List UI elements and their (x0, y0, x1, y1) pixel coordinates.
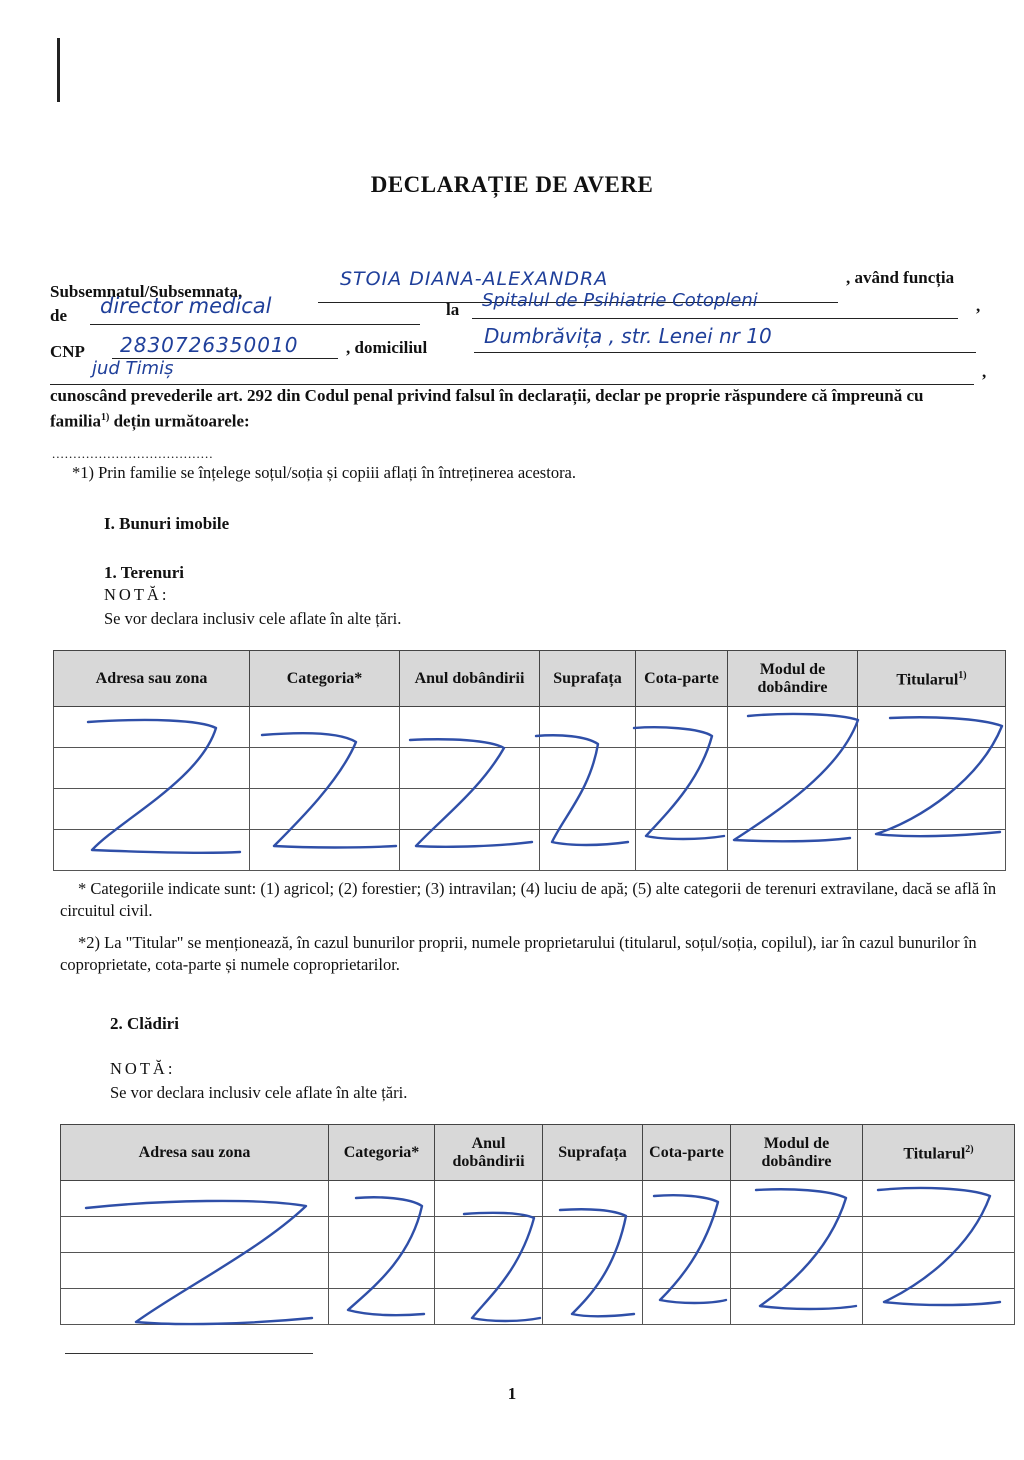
table-cell[interactable] (400, 789, 540, 830)
table-cell[interactable] (54, 707, 250, 748)
table-cell[interactable] (54, 789, 250, 830)
domicile-line-2 (50, 378, 974, 385)
section-1-nota-text: Se vor declara inclusiv cele aflate în alte țări. (104, 609, 402, 628)
table-cell[interactable] (728, 707, 858, 748)
table-cell[interactable] (435, 1289, 543, 1325)
table-cell[interactable] (543, 1253, 643, 1289)
bld-col-year: Anul dobândirii (435, 1125, 543, 1181)
cnp-label: CNP (50, 342, 85, 361)
margin-mark (57, 38, 60, 102)
table-cell[interactable] (61, 1253, 329, 1289)
table-cell[interactable] (329, 1217, 435, 1253)
bld-col-area: Suprafața (543, 1125, 643, 1181)
section-2-nota-text: Se vor declara inclusiv cele aflate în alte țări. (110, 1083, 408, 1102)
table-cell[interactable] (540, 789, 636, 830)
land-col-category: Categoria* (250, 651, 400, 707)
table-cell[interactable] (435, 1181, 543, 1217)
table-cell[interactable] (728, 789, 858, 830)
table-cell[interactable] (61, 1181, 329, 1217)
table-cell[interactable] (858, 789, 1006, 830)
land-col-address: Adresa sau zona (54, 651, 250, 707)
land-table (53, 650, 1006, 871)
table-cell[interactable] (858, 707, 1006, 748)
bld-col-category: Categoria* (329, 1125, 435, 1181)
table-cell[interactable] (858, 830, 1006, 871)
land-col-holder-sup: 1) (958, 670, 967, 682)
table-cell[interactable] (643, 1253, 731, 1289)
table-cell[interactable] (435, 1217, 543, 1253)
table-cell[interactable] (540, 707, 636, 748)
table-cell[interactable] (643, 1289, 731, 1325)
table-cell[interactable] (731, 1181, 863, 1217)
subscriber-label: Subsemnatul/Subsemnata, (50, 282, 243, 301)
table-cell[interactable] (636, 789, 728, 830)
section-2-nota: NOTĂ: (110, 1059, 176, 1078)
table-cell[interactable] (329, 1253, 435, 1289)
function-value[interactable]: director medical (100, 294, 272, 318)
institution-line (472, 312, 958, 319)
table-cell[interactable] (643, 1181, 731, 1217)
table-cell[interactable] (543, 1217, 643, 1253)
table-cell[interactable] (731, 1217, 863, 1253)
table-cell[interactable] (250, 830, 400, 871)
cnp-value[interactable]: 2830726350010 (120, 333, 299, 357)
titular-footnote: *2) La "Titular" se menționează, în cazul bunurilor proprii, numele proprietarului (titularul, soțul/soția, copilul), iar în cazul bunurilor în coproprietate, cota-parte și numele coproprietarilor. (60, 933, 977, 974)
table-cell[interactable] (636, 707, 728, 748)
table-cell[interactable] (61, 1289, 329, 1325)
land-col-holder (858, 651, 1006, 707)
table-cell[interactable] (540, 830, 636, 871)
domicile-label: , domiciliul (346, 338, 428, 357)
declaration-paragraph (50, 385, 980, 433)
table-cell[interactable] (636, 830, 728, 871)
table-cell[interactable] (54, 748, 250, 789)
buildings-table (60, 1124, 1015, 1325)
table-cell[interactable] (250, 748, 400, 789)
domicile-value[interactable]: Dumbrăvița , str. Lenei nr 10 (484, 324, 772, 348)
bld-col-holder-label: Titularul (903, 1145, 966, 1163)
table-cell[interactable] (400, 748, 540, 789)
table-cell[interactable] (61, 1217, 329, 1253)
table-cell[interactable] (329, 1289, 435, 1325)
table-cell[interactable] (728, 748, 858, 789)
dotted-separator: ...................................... (52, 446, 214, 461)
table-cell[interactable] (250, 789, 400, 830)
declaration-end: dețin următoarele: (109, 411, 250, 431)
declaration-text: cunoscând prevederile art. 292 din Codul penal privind falsul în declarații, declar pe proprie răspundere că împreună cu familia (50, 386, 924, 431)
table-cell[interactable] (543, 1181, 643, 1217)
institution-value[interactable]: Spitalul de Psihiatrie Cotopleni (482, 290, 758, 311)
section-1-nota: NOTĂ: (104, 585, 170, 604)
declaration-sup: 1) (101, 412, 110, 423)
section-2-heading: 2. Clădiri (110, 1014, 179, 1033)
table-cell[interactable] (858, 748, 1006, 789)
table-cell[interactable] (728, 830, 858, 871)
table-cell[interactable] (863, 1217, 1015, 1253)
page-number: 1 (507, 1384, 517, 1403)
land-col-method: Modul de dobândire (728, 651, 858, 707)
bld-col-share: Cota-parte (643, 1125, 731, 1181)
comma-1: , (976, 296, 981, 315)
land-col-share: Cota-parte (636, 651, 728, 707)
table-cell[interactable] (731, 1289, 863, 1325)
bld-col-holder-sup: 2) (965, 1144, 974, 1156)
domicile-value-2[interactable]: jud Timiș (92, 358, 174, 379)
table-cell[interactable] (540, 748, 636, 789)
land-col-year: Anul dobândirii (400, 651, 540, 707)
la-label: la (446, 300, 460, 319)
function-label: , având funcția (846, 268, 955, 287)
bld-col-holder (863, 1125, 1015, 1181)
comma-2: , (982, 362, 987, 381)
table-cell[interactable] (863, 1253, 1015, 1289)
land-col-holder-label: Titularul (896, 671, 959, 689)
table-cell[interactable] (435, 1253, 543, 1289)
land-col-area: Suprafața (540, 651, 636, 707)
subscriber-name[interactable]: STOIA DIANA-ALEXANDRA (340, 268, 609, 290)
page-title: DECLARAȚIE DE AVERE (370, 172, 654, 197)
table-cell[interactable] (329, 1181, 435, 1217)
table-cell[interactable] (250, 707, 400, 748)
bld-col-method: Modul de dobândire (731, 1125, 863, 1181)
table-cell[interactable] (863, 1181, 1015, 1217)
de-label: de (50, 306, 67, 325)
table-cell[interactable] (400, 830, 540, 871)
table-cell[interactable] (400, 707, 540, 748)
table-cell[interactable] (643, 1217, 731, 1253)
table-cell[interactable] (54, 830, 250, 871)
categories-footnote: * Categoriile indicate sunt: (1) agricol; (2) forestier; (3) intravilan; (4) luciu de apă; (5) alte categorii de terenuri extravilane, dacă se află în circuitul civil. (60, 879, 997, 920)
table-cell[interactable] (543, 1289, 643, 1325)
table-cell[interactable] (863, 1289, 1015, 1325)
family-note: *1) Prin familie se înțelege soțul/soția și copiii aflați în întreținerea acestora. (72, 463, 577, 482)
section-1-heading: I. Bunuri imobile (104, 514, 230, 533)
table-cell[interactable] (636, 748, 728, 789)
bld-col-address: Adresa sau zona (61, 1125, 329, 1181)
footnote-rule (65, 1353, 313, 1354)
section-1-subheading: 1. Terenuri (104, 563, 184, 582)
function-line (90, 318, 420, 325)
table-cell[interactable] (731, 1253, 863, 1289)
